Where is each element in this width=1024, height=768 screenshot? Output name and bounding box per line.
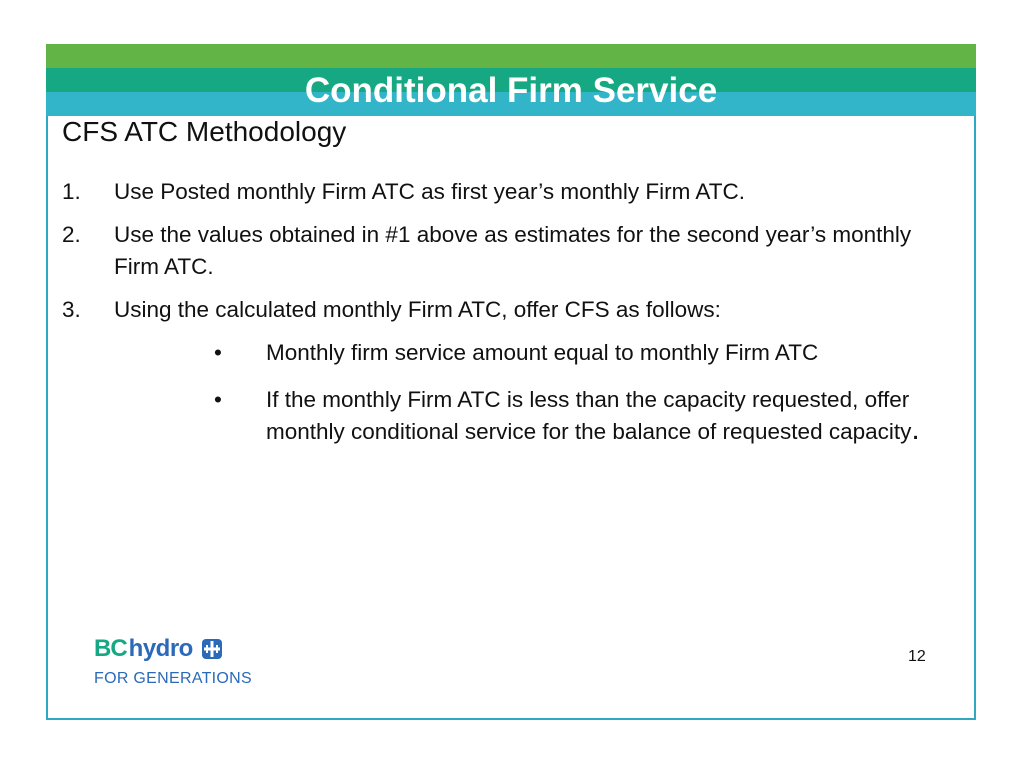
- logo-wordmark: [94, 634, 264, 664]
- numbered-item-3: [62, 294, 942, 326]
- slide-title: Conditional Firm Service: [304, 71, 718, 110]
- bullet-item-1: [214, 337, 926, 369]
- header-band-green: [46, 44, 976, 68]
- slide-content: [62, 176, 942, 463]
- item-text: Use Posted monthly Firm ATC as first year’s monthly Firm ATC.: [114, 179, 745, 204]
- bullet-text: If the monthly Firm ATC is less than the capacity requested, offer monthly conditional service for the balance of requested capacity: [266, 387, 912, 444]
- item-number: 2.: [62, 222, 81, 247]
- bullet-marker: •: [214, 387, 222, 412]
- item-number: 1.: [62, 179, 81, 204]
- item-text: Use the values obtained in #1 above as estimates for the second year’s monthly Firm ATC.: [114, 222, 912, 279]
- bullet-marker: •: [214, 340, 222, 365]
- numbered-item-2: [62, 219, 942, 283]
- bullet-end-period: .: [911, 413, 920, 446]
- item-number: 3.: [62, 297, 81, 322]
- logo-hydro-text: hydro: [128, 635, 193, 662]
- sub-bullet-list: [62, 337, 942, 448]
- bullet-item-2: [214, 384, 926, 448]
- bchydro-logo: [94, 634, 264, 694]
- numbered-item-1: [62, 176, 942, 208]
- page-number: 12: [908, 648, 926, 665]
- bullet-text: Monthly firm service amount equal to monthly Firm ATC: [266, 340, 819, 365]
- logo-tagline: FOR GENERATIONS: [94, 670, 252, 687]
- item-text: Using the calculated monthly Firm ATC, offer CFS as follows:: [114, 297, 721, 322]
- slide-subtitle: CFS ATC Methodology: [62, 116, 347, 147]
- logo-bc-text: BC: [94, 635, 127, 662]
- bchydro-emblem-icon: [201, 638, 223, 660]
